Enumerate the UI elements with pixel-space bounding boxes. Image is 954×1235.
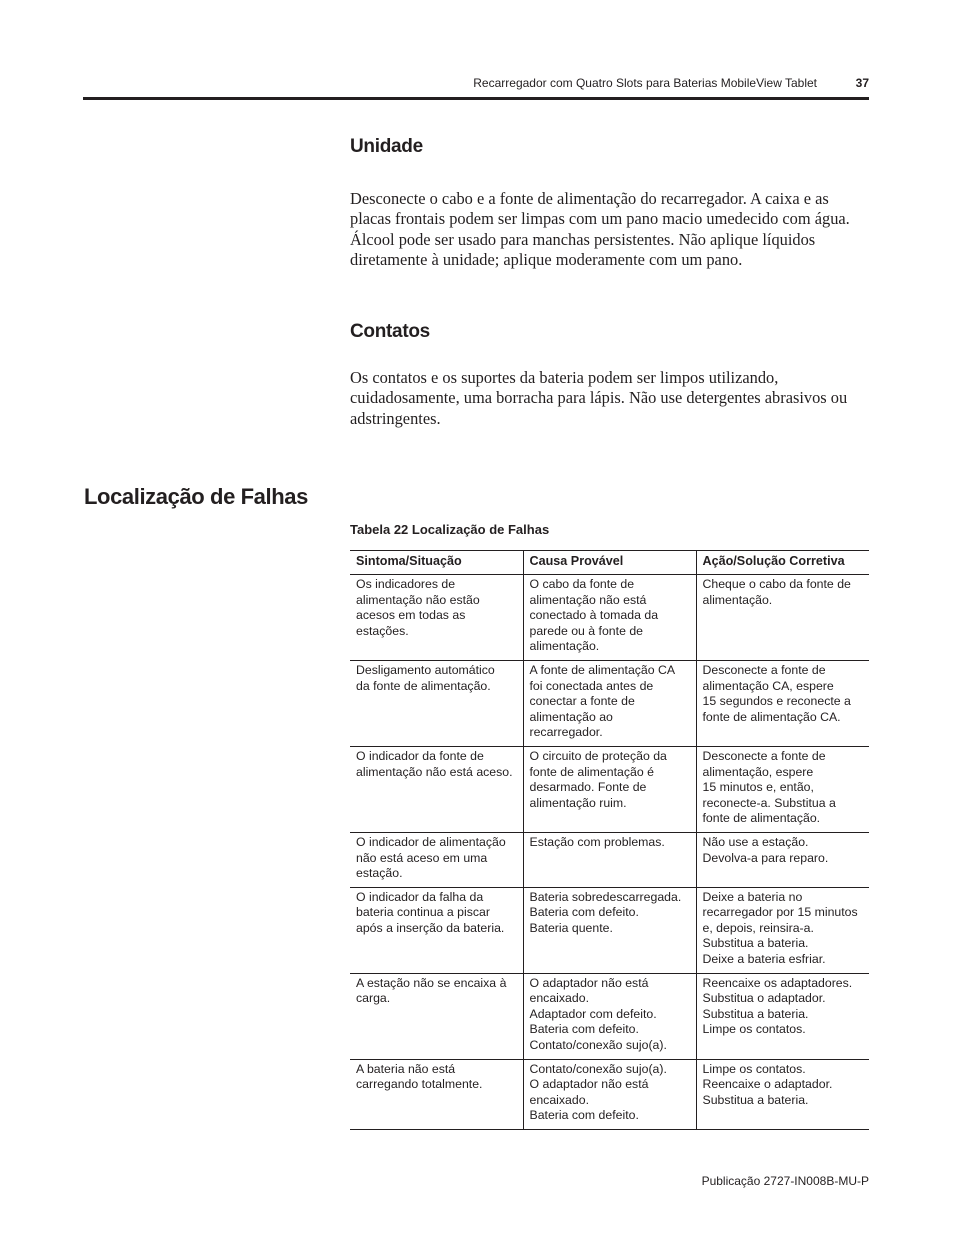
symptom-cell: O indicador da fonte de alimentação não está aceso. — [350, 746, 523, 832]
cause-cell: Bateria sobredescarregada. Bateria com defeito. Bateria quente. — [523, 887, 696, 973]
table-header-row — [350, 551, 869, 575]
column-header-action: Ação/Solução Corretiva — [696, 551, 869, 575]
table-row — [350, 746, 869, 832]
action-cell: Deixe a bateria no recarregador por 15 minutos e, depois, reinsira-a. Substitua a bateria. Deixe a bateria esfriar. — [696, 887, 869, 973]
paragraph-contatos: Os contatos e os suportes da bateria podem ser limpos utilizando, cuidadosamente, uma borracha para lápis. Não use detergentes abrasivos ou adstringentes. — [350, 368, 848, 428]
chapter-heading-troubleshooting: Localização de Falhas — [84, 484, 308, 509]
symptom-cell: O indicador da falha da bateria continua a piscar após a inserção da bateria. — [350, 887, 523, 973]
action-cell: Limpe os contatos. Reencaixe o adaptador. Substitua a bateria. — [696, 1059, 869, 1129]
action-cell: Cheque o cabo da fonte de alimentação. — [696, 575, 869, 661]
table-row — [350, 887, 869, 973]
publication-footer: Publicação 2727-IN008B-MU-P — [701, 1174, 869, 1188]
cause-cell: O adaptador não está encaixado. Adaptador com defeito. Bateria com defeito. Contato/conexão sujo(a). — [523, 973, 696, 1059]
header-rule — [83, 97, 869, 100]
table-row — [350, 1059, 869, 1129]
paragraph-unidade: Desconecte o cabo e a fonte de alimentação do recarregador. A caixa e as placas frontais podem ser limpas com um pano macio umedecido com água. Álcool pode ser usado para manchas persistentes. Não aplique líquidos diretamente à unidade; aplique moderamente com um pano. — [350, 189, 850, 269]
symptom-cell: Os indicadores de alimentação não estão acesos em todas as estações. — [350, 575, 523, 661]
table-row — [350, 973, 869, 1059]
column-header-symptom: Sintoma/Situação — [350, 551, 523, 575]
table-row — [350, 832, 869, 887]
cause-cell: A fonte de alimentação CA foi conectada antes de conectar a fonte de alimentação ao recarregador. — [523, 660, 696, 746]
cause-cell: O circuito de proteção da fonte de alimentação é desarmado. Fonte de alimentação ruim. — [523, 746, 696, 832]
troubleshooting-table — [350, 550, 869, 1130]
table-row — [350, 660, 869, 746]
page-number: 37 — [855, 76, 869, 90]
section-heading-contatos: Contatos — [350, 321, 430, 342]
column-header-cause: Causa Provável — [523, 551, 696, 575]
action-cell: Reencaixe os adaptadores. Substitua o adaptador. Substitua a bateria. Limpe os contatos. — [696, 973, 869, 1059]
action-cell: Não use a estação. Devolva-a para reparo. — [696, 832, 869, 887]
cause-cell: Contato/conexão sujo(a). O adaptador não está encaixado. Bateria com defeito. — [523, 1059, 696, 1129]
running-header-title: Recarregador com Quatro Slots para Baterias MobileView Tablet — [473, 76, 817, 90]
action-cell: Desconecte a fonte de alimentação, espere 15 minutos e, então, reconecte-a. Substitua a fonte de alimentação. — [696, 746, 869, 832]
table-row — [350, 575, 869, 661]
cause-cell: Estação com problemas. — [523, 832, 696, 887]
symptom-cell: A estação não se encaixa à carga. — [350, 973, 523, 1059]
symptom-cell: Desligamento automático da fonte de alimentação. — [350, 660, 523, 746]
cause-cell: O cabo da fonte de alimentação não está conectado à tomada da parede ou à fonte de alimentação. — [523, 575, 696, 661]
symptom-cell: O indicador de alimentação não está aceso em uma estação. — [350, 832, 523, 887]
action-cell: Desconecte a fonte de alimentação CA, espere 15 segundos e reconecte a fonte de alimentação CA. — [696, 660, 869, 746]
symptom-cell: A bateria não está carregando totalmente. — [350, 1059, 523, 1129]
running-header — [83, 74, 869, 94]
section-heading-unidade: Unidade — [350, 136, 423, 157]
table-caption: Tabela 22 Localização de Falhas — [350, 522, 550, 537]
